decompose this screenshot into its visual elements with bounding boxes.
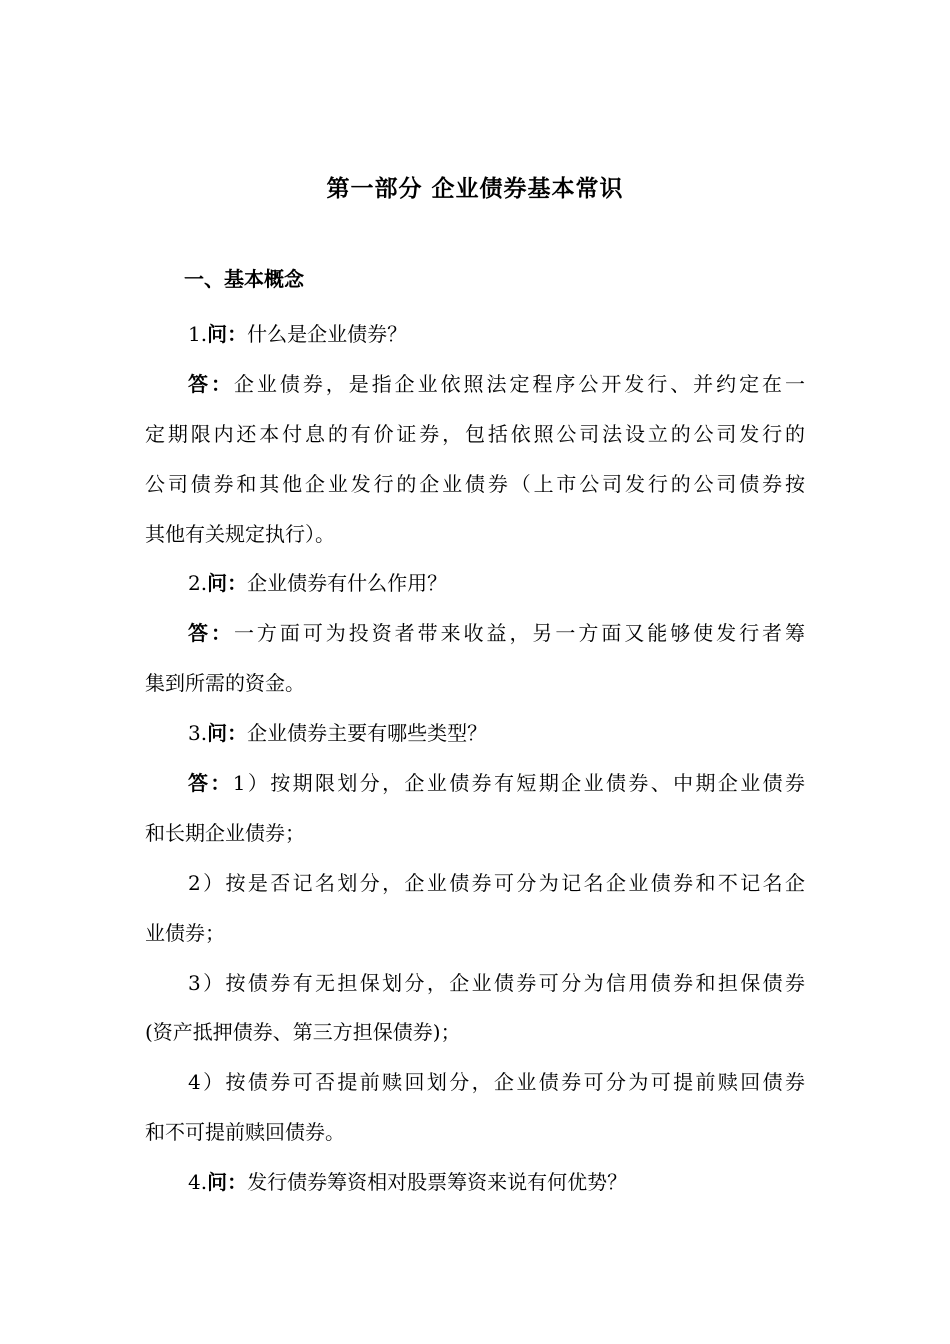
question-number: 1. [188,322,208,346]
question-4 [145,1158,805,1208]
answer-3-line: 业债券； [145,920,225,945]
question-3 [145,709,805,759]
question-text: 发行债券筹资相对股票筹资来说有何优势？ [247,1170,628,1195]
answer-1-line: 公司债券和其他企业发行的企业债券（上市公司发行的公司债券按 [145,471,805,496]
document-body [145,310,805,1208]
answer-3-line: 和长期企业债券； [145,820,305,845]
answer-1-line [145,360,805,410]
section-heading: 一、基本概念 [184,267,304,291]
answer-text: 企业债券，是指企业依照法定程序公开发行、并约定在一 [233,371,805,396]
question-text: 企业债券有什么作用？ [247,571,448,596]
question-text: 企业债券主要有哪些类型？ [247,721,488,746]
question-label: 问： [207,721,248,746]
answer-label: 答： [188,371,234,396]
question-2 [145,559,805,609]
question-label: 问： [207,1170,248,1195]
question-label: 问： [207,322,248,346]
page-title: 第一部分 企业债券基本常识 [326,175,624,202]
question-label: 问： [207,571,248,596]
answer-3-line: 3）按债券有无担保划分，企业债券可分为信用债券和担保债券 [188,970,805,995]
question-number: 4. [188,1170,208,1195]
answer-3-line: 和不可提前赎回债券。 [145,1120,345,1145]
answer-label: 答： [188,621,234,646]
answer-3-line: 2）按是否记名划分，企业债券可分为记名企业债券和不记名企 [188,870,805,895]
answer-2-line [145,609,805,659]
answer-text: 1）按期限划分，企业债券有短期企业债券、中期企业债券 [232,771,805,796]
answer-3-line [145,759,805,809]
answer-3-line: (资产抵押债券、第三方担保债券)； [145,1020,461,1045]
answer-label: 答： [188,771,233,796]
answer-text: 一方面可为投资者带来收益，另一方面又能够使发行者筹 [233,621,805,646]
question-number: 3. [188,721,208,746]
question-text: 什么是企业债券？ [247,322,408,346]
answer-3-line: 4）按债券可否提前赎回划分，企业债券可分为可提前赎回债券 [188,1070,805,1095]
question-1 [145,310,805,360]
answer-2-line: 集到所需的资金。 [145,671,305,696]
answer-1-line: 其他有关规定执行）。 [145,521,335,546]
answer-1-line: 定期限内还本付息的有价证券，包括依照公司法设立的公司发行的 [145,421,805,446]
question-number: 2. [188,571,208,596]
